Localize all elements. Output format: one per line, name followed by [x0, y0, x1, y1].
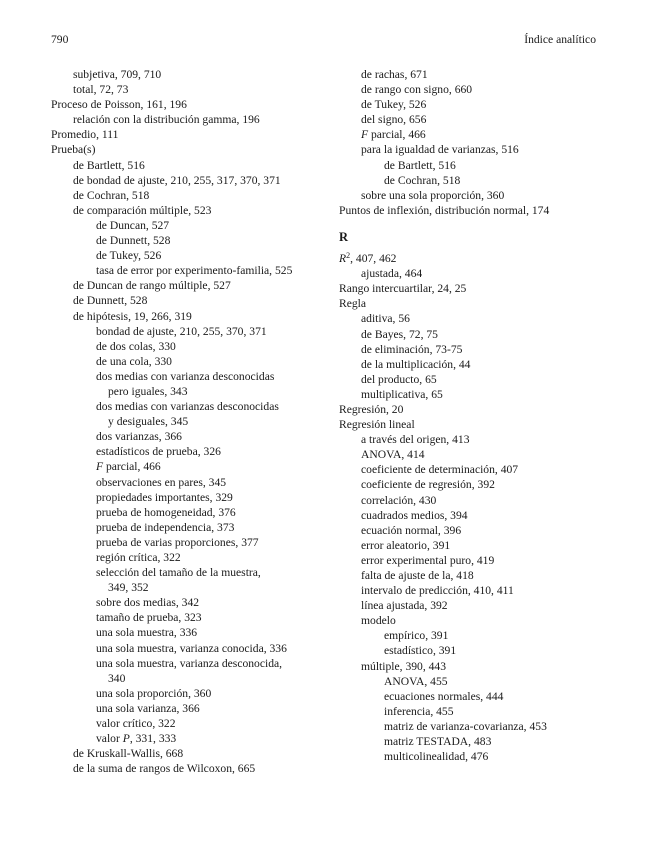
entry-text: dos medias con varianza desconocidas: [96, 369, 275, 383]
entry-text: ANOVA, 455: [384, 674, 448, 688]
entry-text: empírico, 391: [384, 629, 449, 643]
entry-text: bondad de ajuste, 210, 255, 370, 371: [96, 324, 267, 338]
entry-text: de Bayes, 72, 75: [361, 327, 438, 341]
index-sub-entry: [51, 324, 321, 339]
index-sub-entry: [51, 686, 321, 701]
entry-text: múltiple, 390, 443: [361, 659, 447, 673]
index-sub-entry: [339, 568, 619, 583]
entry-text: de Kruskall-Wallis, 668: [73, 747, 184, 761]
index-sub-entry: [339, 432, 619, 447]
index-sub-entry: [51, 731, 321, 746]
entry-text: cuadrados medios, 394: [361, 508, 468, 522]
index-sub-entry: [51, 580, 321, 595]
index-sub-entry: [51, 309, 321, 324]
entry-text: 349, 352: [108, 581, 149, 595]
entry-text: Regresión lineal: [339, 418, 415, 432]
entry-text: Regla: [339, 297, 367, 311]
entry-text: de Dunnett, 528: [73, 294, 148, 308]
entry-text: tamaño de prueba, 323: [96, 611, 202, 625]
entry-text: modelo: [361, 614, 396, 628]
entry-text: matriz de varianza-covarianza, 453: [384, 719, 547, 733]
entry-text: prueba de homogeneidad, 376: [96, 505, 236, 519]
index-sub-entry: [51, 444, 321, 459]
index-main-entry: [339, 417, 619, 432]
entry-text: ecuaciones normales, 444: [384, 689, 504, 703]
entry-text: pero iguales, 343: [108, 384, 188, 398]
entry-text: error aleatorio, 391: [361, 538, 451, 552]
index-main-entry: [339, 251, 619, 266]
entry-text: estadístico, 391: [384, 644, 457, 658]
index-sub-entry: [339, 188, 619, 203]
index-sub-entry: [339, 538, 619, 553]
index-sub-entry: [339, 674, 619, 689]
index-sub-entry: [339, 266, 619, 281]
index-sub-entry: [339, 704, 619, 719]
index-sub-entry: [51, 384, 321, 399]
index-sub-entry: [51, 354, 321, 369]
entry-text: de rango con signo, 660: [361, 83, 473, 97]
entry-text: ecuación normal, 396: [361, 523, 462, 537]
index-sub-entry: [51, 565, 321, 580]
index-sub-entry: [339, 82, 619, 97]
entry-text: una sola muestra, varianza desconocida,: [96, 656, 283, 670]
index-sub-entry: [51, 399, 321, 414]
index-sub-entry: [51, 414, 321, 429]
entry-text: coeficiente de determinación, 407: [361, 463, 519, 477]
entry-text: correlación, 430: [361, 493, 437, 507]
index-sub-entry: [51, 173, 321, 188]
entry-text: falta de ajuste de la, 418: [361, 569, 474, 582]
entry-text: ANOVA, 414: [361, 448, 425, 462]
index-sub-entry: [339, 643, 619, 658]
index-main-entry: [339, 203, 619, 218]
index-sub-entry: [51, 218, 321, 233]
index-main-entry: [339, 281, 619, 296]
entry-text: aditiva, 56: [361, 312, 410, 326]
index-sub-entry: [339, 613, 619, 628]
entry-text: selección del tamaño de la muestra,: [96, 566, 261, 580]
entry-text: de eliminación, 73-75: [361, 342, 463, 356]
index-sub-entry: [339, 508, 619, 523]
index-sub-entry: [339, 67, 619, 82]
index-sub-entry: [339, 598, 619, 613]
entry-text: y desiguales, 345: [108, 415, 189, 429]
entry-text: intervalo de predicción, 410, 411: [361, 584, 514, 598]
index-sub-entry: [339, 158, 619, 173]
entry-text: multicolinealidad, 476: [384, 750, 489, 764]
index-column-left: [51, 67, 321, 776]
index-sub-entry: [51, 746, 321, 761]
index-sub-entry: [339, 447, 619, 462]
entry-text: Puntos de inflexión, distribución normal, 174: [339, 203, 550, 217]
entry-text: prueba de independencia, 373: [96, 520, 235, 534]
index-sub-entry: [51, 520, 321, 535]
index-sub-entry: [51, 716, 321, 731]
index-sub-entry: [339, 342, 619, 357]
index-sub-entry: [51, 112, 321, 127]
entry-text: de la multiplicación, 44: [361, 357, 471, 371]
index-sub-entry: [339, 553, 619, 568]
index-sub-entry: [51, 550, 321, 565]
index-sub-entry: [339, 523, 619, 538]
entry-italic-symbol: R: [339, 252, 347, 266]
index-sub-entry: [339, 327, 619, 342]
index-sub-entry: [339, 749, 619, 764]
entry-text: Rango intercuartilar, 24, 25: [339, 282, 467, 296]
index-sub-entry: [339, 493, 619, 508]
entry-text: para la igualdad de varianzas, 516: [361, 143, 519, 157]
entry-text: de Bartlett, 516: [384, 158, 456, 172]
index-sub-entry: [339, 311, 619, 326]
entry-text: de la suma de rangos de Wilcoxon, 665: [73, 762, 256, 776]
entry-text: tasa de error por experimento-familia, 525: [96, 264, 293, 278]
index-sub-entry: [51, 203, 321, 218]
index-sub-entry: [339, 173, 619, 188]
entry-text: , 331, 333: [129, 732, 177, 746]
entry-text: parcial, 466: [368, 128, 426, 142]
entry-text: sobre dos medias, 342: [96, 596, 200, 610]
entry-text: de Tukey, 526: [361, 98, 427, 112]
index-sub-entry: [51, 490, 321, 505]
index-sub-entry: [51, 671, 321, 686]
entry-text: de Bartlett, 516: [73, 158, 145, 172]
entry-italic-symbol: P: [122, 732, 130, 746]
index-sub-entry: [51, 656, 321, 671]
entry-text-prefix: valor: [96, 732, 123, 746]
page-number: 790: [51, 33, 69, 46]
index-sub-entry: [339, 689, 619, 704]
entry-text: Prueba(s): [51, 143, 96, 157]
entry-text: , 407, 462: [350, 252, 397, 266]
entry-text: total, 72, 73: [73, 83, 129, 97]
entry-text: propiedades importantes, 329: [96, 490, 233, 504]
entry-text: línea ajustada, 392: [361, 599, 448, 613]
index-sub-entry: [51, 505, 321, 520]
entry-text: sobre una sola proporción, 360: [361, 188, 505, 202]
entry-superscript: 2: [346, 251, 351, 261]
index-sub-entry: [51, 701, 321, 716]
index-sub-entry: [339, 734, 619, 749]
index-sub-entry: [51, 595, 321, 610]
entry-text: de rachas, 671: [361, 68, 428, 81]
index-sub-entry: [51, 248, 321, 263]
entry-text: parcial, 466: [103, 460, 161, 474]
entry-text: de Cochran, 518: [384, 173, 461, 187]
entry-text: dos medias con varianzas desconocidas: [96, 400, 279, 414]
entry-text: ajustada, 464: [361, 267, 423, 281]
entry-text: de comparación múltiple, 523: [73, 203, 212, 217]
entry-text: una sola muestra, 336: [96, 626, 198, 640]
index-sub-entry: [51, 429, 321, 444]
index-sub-entry: [51, 339, 321, 354]
index-sub-entry: [51, 535, 321, 550]
entry-text: de Cochran, 518: [73, 188, 150, 202]
index-sub-entry: [51, 233, 321, 248]
entry-text: de Tukey, 526: [96, 249, 162, 263]
index-sub-entry: [51, 158, 321, 173]
index-main-entry: [51, 142, 321, 157]
index-sub-entry: [339, 462, 619, 477]
index-sub-entry: [51, 82, 321, 97]
entry-text: de Duncan, 527: [96, 218, 170, 232]
index-sub-entry: [51, 459, 321, 474]
index-sub-entry: [339, 659, 619, 674]
section-letter: R: [339, 229, 349, 244]
index-sub-entry: [51, 475, 321, 490]
index-sub-entry: [51, 278, 321, 293]
index-sub-entry: [339, 477, 619, 492]
entry-text: a través del origen, 413: [361, 433, 470, 447]
entry-italic-symbol: F: [361, 128, 369, 142]
entry-text: valor crítico, 322: [96, 717, 176, 731]
index-sub-entry: [339, 127, 619, 142]
entry-text: observaciones en pares, 345: [96, 475, 227, 489]
index-sub-entry: [51, 369, 321, 384]
entry-text: del signo, 656: [361, 113, 427, 127]
entry-text: subjetiva, 709, 710: [73, 68, 162, 81]
entry-text: del producto, 65: [361, 372, 437, 386]
entry-italic-symbol: F: [96, 460, 104, 474]
index-sub-entry: [339, 112, 619, 127]
index-sub-entry: [339, 387, 619, 402]
index-sub-entry: [339, 357, 619, 372]
entry-text: de una cola, 330: [96, 354, 172, 368]
index-sub-entry: [51, 188, 321, 203]
index-sub-entry: [51, 263, 321, 278]
index-sub-entry: [339, 97, 619, 112]
entry-text: de hipótesis, 19, 266, 319: [73, 309, 192, 323]
entry-text: prueba de varias proporciones, 377: [96, 535, 259, 549]
entry-text: Regresión, 20: [339, 402, 404, 416]
entry-text: de bondad de ajuste, 210, 255, 317, 370, 371: [73, 173, 281, 187]
index-sub-entry: [51, 761, 321, 776]
index-main-entry: [51, 127, 321, 142]
index-main-entry: [51, 97, 321, 112]
index-sub-entry: [51, 67, 321, 82]
page-header: [0, 32, 667, 48]
index-sub-entry: [339, 142, 619, 157]
index-sub-entry: [339, 628, 619, 643]
entry-text: una sola proporción, 360: [96, 686, 212, 700]
entry-text: una sola varianza, 366: [96, 701, 200, 715]
entry-text: de Dunnett, 528: [96, 234, 171, 248]
entry-text: Promedio, 111: [51, 128, 119, 142]
entry-text: 340: [108, 671, 126, 685]
index-main-entry: [339, 296, 619, 311]
index-sub-entry: [51, 610, 321, 625]
entry-text: de Duncan de rango múltiple, 527: [73, 279, 231, 293]
running-head: Índice analítico: [524, 33, 596, 46]
index-sub-entry: [339, 372, 619, 387]
entry-text: error experimental puro, 419: [361, 553, 495, 567]
index-column-right: [339, 67, 619, 764]
entry-text: matriz TESTADA, 483: [384, 735, 492, 749]
index-main-entry: [339, 402, 619, 417]
index-sub-entry: [51, 625, 321, 640]
entry-text: inferencia, 455: [384, 704, 454, 718]
entry-text: región crítica, 322: [96, 551, 181, 564]
entry-text: estadísticos de prueba, 326: [96, 445, 221, 459]
index-sub-entry: [51, 641, 321, 656]
entry-text: dos varianzas, 366: [96, 430, 182, 444]
index-sub-entry: [51, 293, 321, 308]
entry-text: una sola muestra, varianza conocida, 336: [96, 641, 287, 655]
index-sub-entry: [339, 719, 619, 734]
entry-text: relación con la distribución gamma, 196: [73, 113, 260, 127]
entry-text: Proceso de Poisson, 161, 196: [51, 98, 187, 112]
entry-text: coeficiente de regresión, 392: [361, 478, 495, 492]
index-sub-entry: [339, 583, 619, 598]
entry-text: multiplicativa, 65: [361, 387, 443, 401]
entry-text: de dos colas, 330: [96, 339, 176, 353]
